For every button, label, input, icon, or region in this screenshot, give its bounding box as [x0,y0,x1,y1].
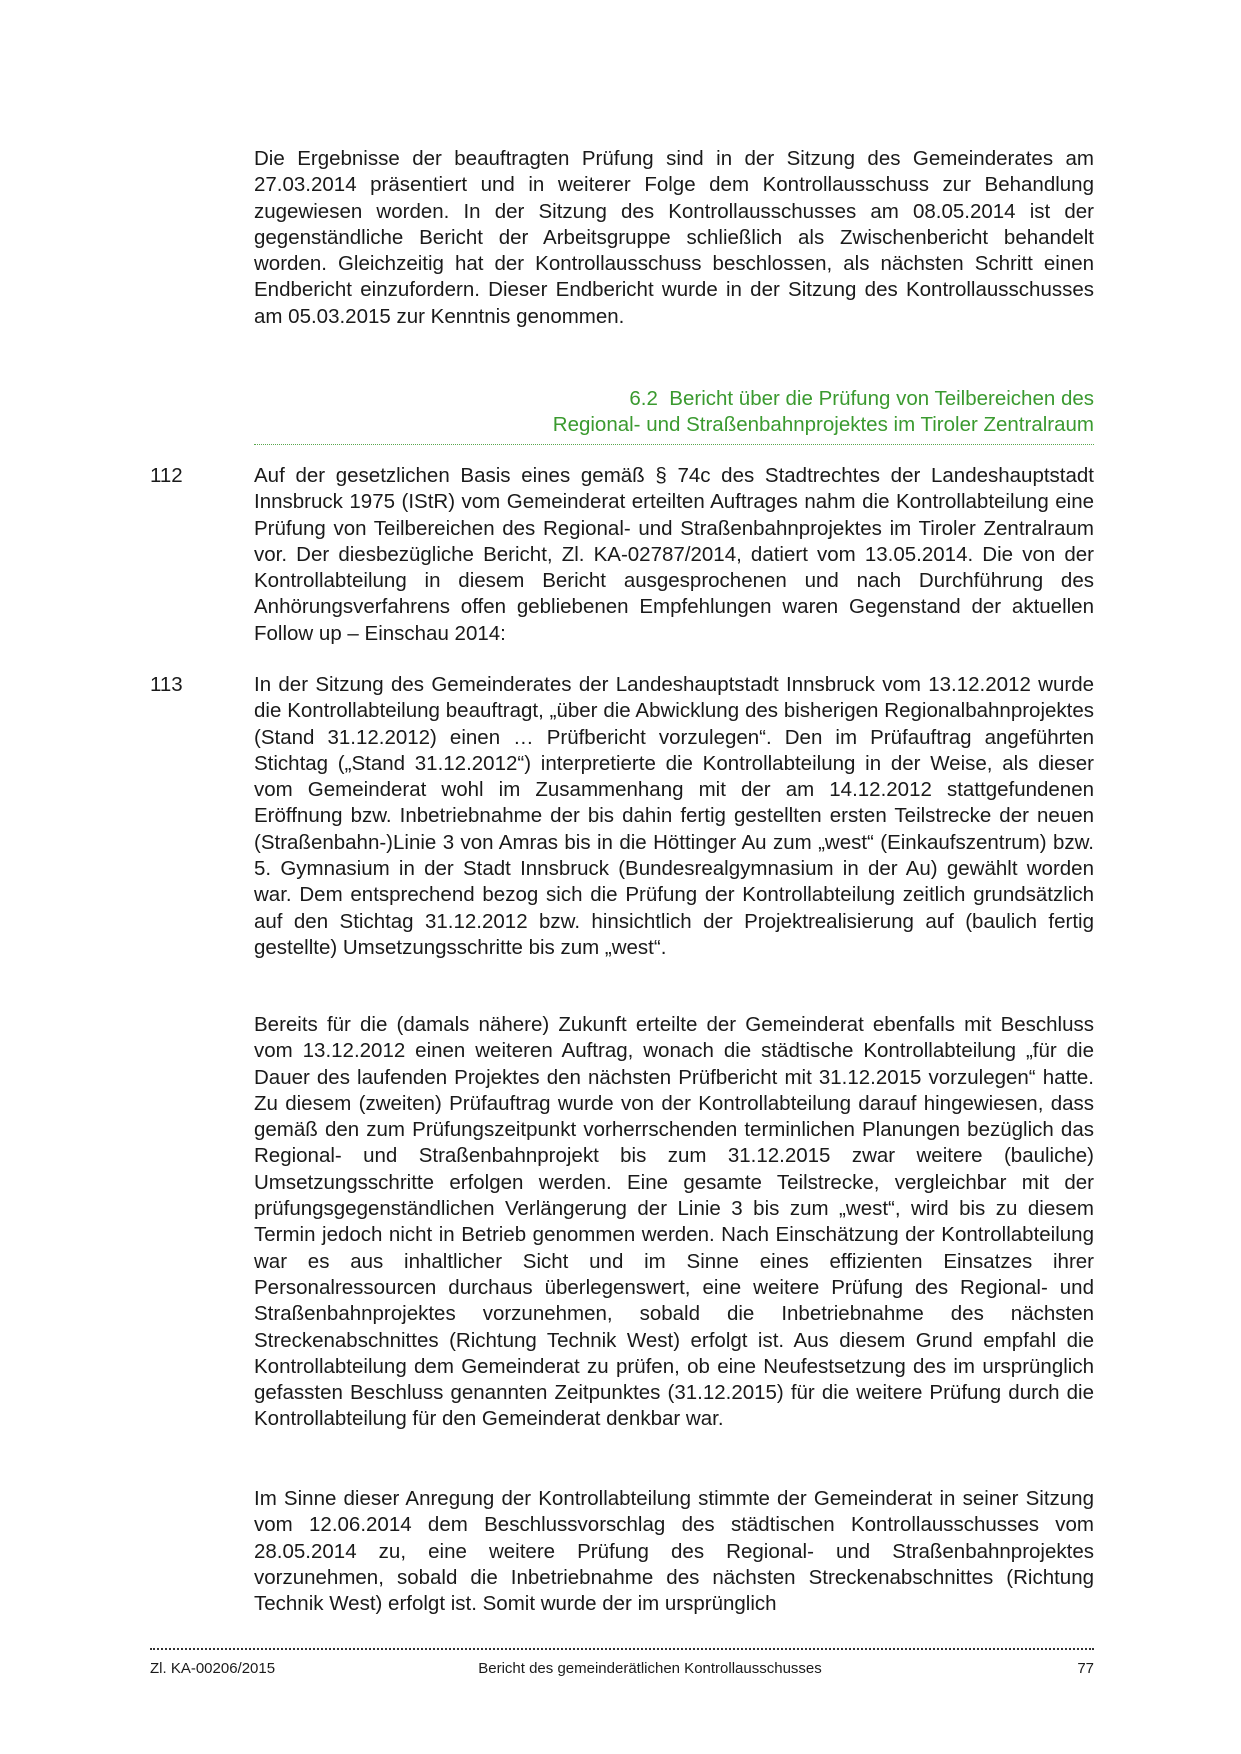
page-number: 77 [1077,1660,1094,1677]
paragraph-text: In der Sitzung des Gemeinderates der Landeshauptstadt Innsbruck vom 13.12.2012 wurde die Kontrollabteilung beauftragt, „über die Abwicklung des bisherigen Regionalbahnprojektes (Stand 31.12.2012) einen … Prüfbericht vorzulegen“. Den im Prüfauftrag angeführten Stichtag („Stand 31.12.2012“) interpretierte die Kontrollabteilung in der Weise, als dieser vom Gemeinderat wohl im Zusammenhang mit der am 14.12.2012 stattgefundenen Eröffnung bzw. Inbetriebnahme der bis dahin fertig gestellten ersten Teilstrecke der neuen (Straßenbahn-)Linie 3 von Amras bis in die Höttinger Au zum „west“ (Einkaufszentrum) bzw. 5. Gymnasium in der Stadt Innsbruck (Bundesrealgymnasium in der Au) gewählt worden war. Dem entsprechend bezog sich die Prüfung der Kontrollabteilung zeitlich grundsätzlich auf den Stichtag 31.12.2012 bzw. hinsichtlich der Projektrealisierung auf (baulich fertig gestellte) Umsetzungsschritte bis zum „west“. [254,673,1094,959]
paragraph-text: Auf der gesetzlichen Basis eines gemäß § 74c des Stadtrechtes der Landeshauptstadt Innsbruck 1975 (IStR) vom Gemeinderat erteilten Auftrages nahm die Kontrollabteilung eine Prüfung von Teilbereichen des Regional- und Straßenbahnprojektes im Tiroler Zentralraum vor. Der diesbezügliche Bericht, Zl. KA-02787/2014, datiert vom 13.05.2014. Die von der Kontrollabteilung in diesem Bericht ausgesprochenen und nach Durchführung des Anhörungsverfahrens offen gebliebenen Empfehlungen waren Gegenstand der aktuellen Follow up – Einschau 2014: [254,464,1094,645]
paragraph-number-112: 112 [150,464,183,487]
section-number: 6.2 [629,387,658,410]
paragraph-113 [254,672,1094,961]
paragraph-112 [254,463,1094,647]
paragraph-continuation-1 [254,1012,1094,1433]
heading-divider [254,444,1094,445]
footer-divider [150,1648,1094,1650]
section-title-line1: Bericht über die Prüfung von Teilbereichen des [669,387,1094,410]
intro-paragraph [254,146,1094,330]
intro-text: Die Ergebnisse der beauftragten Prüfung sind in der Sitzung des Gemeinderates am 27.03.2014 präsentiert und in weiterer Folge dem Kontrollausschuss zur Behandlung zugewiesen worden. In der Sitzung des Kontrollausschusses am 08.05.2014 ist der gegenständliche Bericht der Arbeitsgruppe schließlich als Zwischenbericht behandelt worden. Gleichzeitig hat der Kontrollausschuss beschlossen, als nächsten Schritt einen Endbericht einzufordern. Dieser Endbericht wurde in der Sitzung des Kontrollausschusses am 05.03.2015 zur Kenntnis genommen. [254,147,1094,328]
paragraph-number-113: 113 [150,673,183,696]
paragraph-continuation-2 [254,1486,1094,1617]
footer-title: Bericht des gemeinderätlichen Kontrollausschusses [478,1660,822,1677]
section-title-line2: Regional- und Straßenbahnprojektes im Tiroler Zentralraum [552,413,1094,437]
paragraph-text: Bereits für die (damals nähere) Zukunft erteilte der Gemeinderat ebenfalls mit Beschluss vom 13.12.2012 einen weiteren Auftrag, wonach die städtische Kontrollabteilung „für die Dauer des laufenden Projektes den nächsten Prüfbericht mit 31.12.2015 vorzulegen“ hatte. Zu diesem (zweiten) Prüfauftrag wurde von der Kontrollabteilung darauf hingewiesen, dass gemäß den zum Prüfungszeitpunkt vorherrschenden terminlichen Planungen bezüglich das Regional- und Straßenbahnprojekt bis zum 31.12.2015 zwar weitere (bauliche) Umsetzungsschritte erfolgen werden. Eine gesamte Teilstrecke, vergleichbar mit der prüfungsgegenständlichen Verlängerung der Linie 3 bis zum „west“, wird bis zu diesem Termin jedoch nicht in Betrieb genommen werden. Nach Einschätzung der Kontrollabteilung war es aus inhaltlicher Sicht und im Sinne eines effizienten Einsatzes ihrer Personalressourcen durchaus überlegenswert, eine weitere Prüfung des Regional- und Straßenbahnprojektes vorzunehmen, sobald die Inbetriebnahme des nächsten Streckenabschnittes (Richtung Technik West) erfolgt ist. Aus diesem Grund empfahl die Kontrollabteilung dem Gemeinderat zu prüfen, ob eine Neufestsetzung des im ursprünglich gefassten Beschluss genannten Zeitpunktes (31.12.2015) für die weitere Prüfung durch die Kontrollabteilung für den Gemeinderat denkbar war. [254,1013,1094,1431]
paragraph-text: Im Sinne dieser Anregung der Kontrollabteilung stimmte der Gemeinderat in seiner Sitzung vom 12.06.2014 dem Beschlussvorschlag des städtischen Kontrollausschusses vom 28.05.2014 zu, eine weitere Prüfung des Regional- und Straßenbahnprojektes vorzunehmen, sobald die Inbetriebnahme des nächsten Streckenabschnittes (Richtung Technik West) erfolgt ist. Somit wurde der im ursprünglich [254,1487,1094,1616]
section-heading [254,386,1094,439]
footer-reference: Zl. KA-00206/2015 [150,1660,276,1677]
